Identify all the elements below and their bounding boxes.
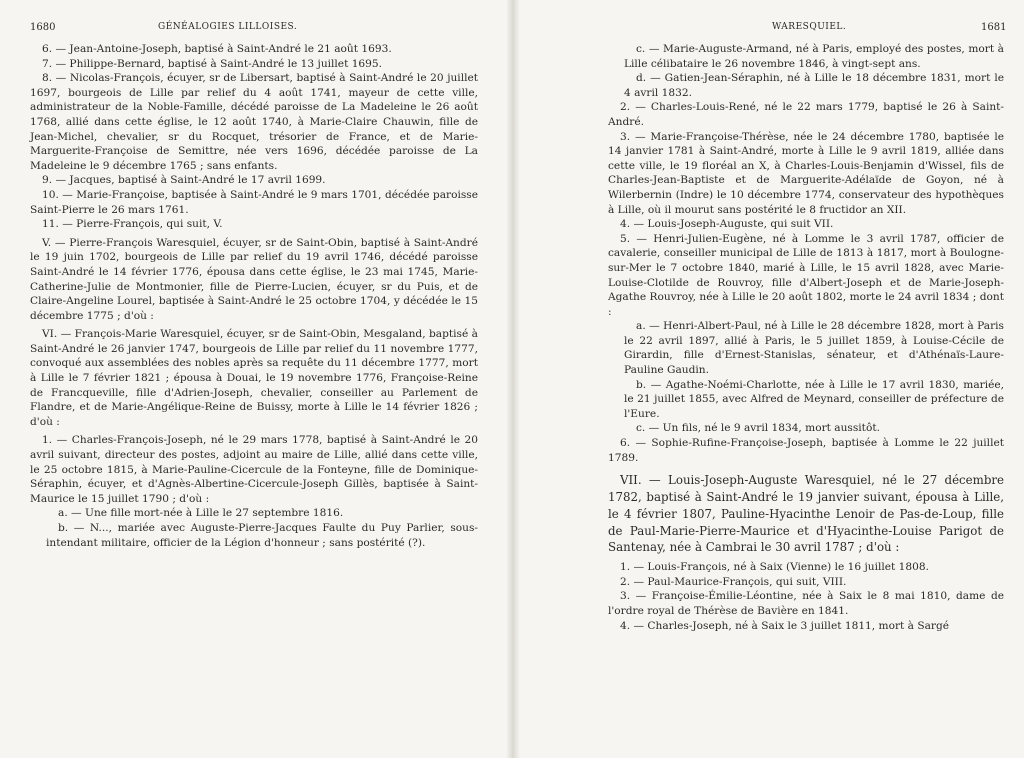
paragraph: a. — Une fille mort-née à Lille le 27 septembre 1816. bbox=[58, 507, 344, 520]
binding-gutter bbox=[506, 0, 520, 758]
page-number: 1680 bbox=[30, 22, 56, 33]
paragraph: 2. — Paul-Maurice-François, qui suit, VIII. bbox=[620, 575, 847, 588]
paragraph: d. — Gatien-Jean-Séraphin, né à Lille le 18 décembre 1831, mort le 4 avril 1832. bbox=[624, 72, 1004, 99]
paragraph: 8. — Nicolas-François, écuyer, sr de Libersart, baptisé à Saint-André le 20 juillet 1697, bourgeois de Lille par relief du 4 août 1741, mayeur de cette ville, administrateur de la Noble-Famille, décédé paroisse de La Madeleine le 26 août 1768, allié dans cette église, le 12 août 1740, à Marie-Claire Chauwin, fille de Jean-Michel, chevalier, sr du Rocquet, trésorier de France, et de Marie-Marguerite-Françoise de Semittre, née vers 1696, décédée paroisse de La Madeleine le 9 décembre 1765 ; sans enfants. bbox=[30, 72, 478, 172]
running-head: GÉNÉALOGIES LILLOISES. bbox=[158, 22, 298, 32]
left-page bbox=[0, 0, 506, 758]
paragraph: 4. — Charles-Joseph, né à Saix le 3 juillet 1811, mort à Sargé bbox=[620, 619, 950, 632]
paragraph: 1. — Charles-François-Joseph, né le 29 mars 1778, baptisé à Saint-André le 20 avril suivant, directeur des postes, adjoint au maire de Lille, allié dans cette ville, le 25 octobre 1815, à Marie-Pauline-Cicercule de la Fonteyne, fille de Dominique-Séraphin, écuyer, et d'Agnès-Albertine-Cicercule-Joseph Gillès, baptisée à Saint-Maurice le 15 juillet 1790 ; d'où : bbox=[30, 434, 478, 505]
paragraph: 3. — Françoise-Émilie-Léontine, née à Saix le 8 mai 1810, dame de l'ordre royal de Thérèse de Bavière en 1841. bbox=[608, 590, 1004, 617]
paragraph: b. — Agathe-Noémi-Charlotte, née à Lille le 17 avril 1830, mariée, le 21 juillet 1855, avec Alfred de Meynard, conseiller de préfecture de l'Eure. bbox=[624, 378, 1004, 420]
running-head: WARESQUIEL. bbox=[772, 22, 847, 32]
paragraph-generation-vii: VII. — Louis-Joseph-Auguste Waresquiel, né le 27 décembre 1782, baptisé à Saint-André le 19 janvier suivant, épousa à Lille, le 4 février 1807, Pauline-Hyacinthe Lenoir de Pas-de-Loup, fille de Paul-Marie-Pierre-Maurice et d'Hyacinthe-Louise Parigot de Santenay, née à Cambrai le 30 avril 1787 ; d'où : bbox=[608, 473, 1004, 555]
page-body bbox=[30, 42, 478, 550]
paragraph: 6. — Sophie-Rufine-Françoise-Joseph, baptisée à Lomme le 22 juillet 1789. bbox=[608, 437, 1004, 464]
paragraph: b. — N..., mariée avec Auguste-Pierre-Jacques Faulte du Puy Parlier, sous-intendant militaire, officier de la Légion d'honneur ; sans postérité (?). bbox=[46, 522, 478, 549]
paragraph: a. — Henri-Albert-Paul, né à Lille le 28 décembre 1828, mort à Paris le 22 avril 1897, allié à Paris, le 5 juillet 1859, à Louise-Cécile de Girardin, fille d'Ernest-Stanislas, sénateur, et d'Athénaïs-Laure-Pauline Gaudin. bbox=[624, 320, 1004, 377]
paragraph-generation-vi: VI. — François-Marie Waresquiel, écuyer, sr de Saint-Obin, Mesgaland, baptisé à Saint-André le 26 janvier 1747, bourgeois de Lille par relief du 11 novembre 1777, convoqué aux assemblées des nobles après sa requête du 11 décembre 1777, mort à Lille le 7 février 1821 ; épousa à Douai, le 19 novembre 1776, Françoise-Reine de Francqueville, fille d'Adrien-Joseph, chevalier, conseiller au Parlement de Flandre, et de Marie-Angélique-Reine de Buissy, morte à Lille le 14 février 1826 ; d'où : bbox=[30, 328, 478, 428]
paragraph: 1. — Louis-François, né à Saix (Vienne) le 16 juillet 1808. bbox=[620, 561, 929, 574]
paragraph: 3. — Marie-Françoise-Thérèse, née le 24 décembre 1780, baptisée le 14 janvier 1781 à Saint-André, morte à Lille le 9 avril 1819, alliée dans cette ville, le 19 floréal an X, à Charles-Louis-Benjamin d'Wissel, fils de Charles-Jean-Baptiste et de Marguerite-Adélaïde de Goyon, né à Wilerbernin (Indre) le 10 décembre 1774, conservateur des hypothèques à Lille, où il mourut sans postérité le 8 fructidor an XII. bbox=[608, 130, 1004, 216]
paragraph: 2. — Charles-Louis-René, né le 22 mars 1779, baptisé le 26 à Saint-André. bbox=[608, 101, 1004, 128]
paragraph: 7. — Philippe-Bernard, baptisé à Saint-André le 13 juillet 1695. bbox=[42, 57, 383, 70]
paragraph: 10. — Marie-Françoise, baptisée à Saint-André le 9 mars 1701, décédée paroisse Saint-Pierre le 26 mars 1761. bbox=[30, 188, 478, 216]
paragraph-generation-v: V. — Pierre-François Waresquiel, écuyer, sr de Saint-Obin, baptisé à Saint-André le 19 juin 1702, bourgeois de Lille par relief du 19 avril 1746, décédé paroisse Saint-André le 14 février 1776, épousa dans cette église, le 23 mai 1745, Marie-Catherine-Julie de Montmonier, fille de Pierre-Lucien, écuyer, sr du Puis, et de Claire-Angeline Lourel, baptisée à Saint-André le 25 octobre 1704, y décédée le 15 décembre 1775 ; d'où : bbox=[30, 236, 478, 322]
page-body bbox=[608, 42, 1004, 633]
paragraph: 11. — Pierre-François, qui suit, V. bbox=[42, 218, 223, 231]
paragraph: 5. — Henri-Julien-Eugène, né à Lomme le 3 avril 1787, officier de cavalerie, conseiller municipal de Lille de 1813 à 1817, mort à Boulogne-sur-Mer le 7 octobre 1840, marié à Lille, le 15 avril 1828, avec Marie-Louise-Clotilde de Rouvroy, fille d'Albert-Joseph et de Marie-Joseph-Agathe Rouvroy, née à Lille le 20 août 1802, morte le 24 avril 1834 ; dont : bbox=[608, 232, 1004, 318]
paragraph: 9. — Jacques, baptisé à Saint-André le 17 avril 1699. bbox=[42, 174, 326, 187]
paragraph: c. — Un fils, né le 9 avril 1834, mort aussitôt. bbox=[636, 422, 880, 435]
paragraph: 4. — Louis-Joseph-Auguste, qui suit VII. bbox=[620, 218, 834, 231]
right-page bbox=[520, 0, 1024, 758]
paragraph: 6. — Jean-Antoine-Joseph, baptisé à Saint-André le 21 août 1693. bbox=[42, 43, 392, 55]
paragraph: c. — Marie-Auguste-Armand, né à Paris, employé des postes, mort à Lille célibataire le 26 novembre 1846, à vingt-sept ans. bbox=[624, 43, 1004, 70]
page-number: 1681 bbox=[981, 22, 1007, 33]
